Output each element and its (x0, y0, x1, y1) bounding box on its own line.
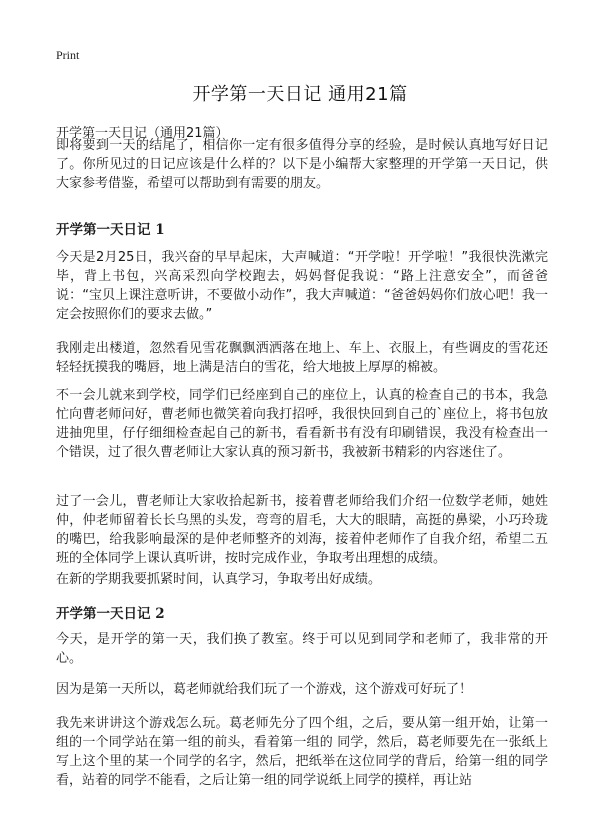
paragraph: 在新的学期我要抓紧时间，认真学习，争取考出好成绩。 (56, 572, 382, 587)
paragraph: 不一会儿就来到学校，同学们已经座到自己的座位上，认真的检查自己的书本，我急忙向曹老师问好，曹老师也微笑着向我打招呼，我很快回到自己的`座位上，将书包放进抽兜里，仔仔细细检查起自己的新书，看看新书有没有印刷错误，我没有检查出一个错误，过了很久曹老师让大家认真的预习新书，我被新书精彩的内容迷住了。 (56, 388, 548, 460)
paragraph: 今天，是开学的第一天，我们换了教室。终于可以见到同学和老师了，我非常的开心。 (56, 632, 548, 666)
paragraph: 过了一会儿，曹老师让大家收拾起新书，接着曹老师给我们介绍一位数学老师，她姓仲，仲老师留着长长乌黑的头发，弯弯的眉毛，大大的眼睛，高挺的鼻梁，小巧玲珑的嘴巴，给我影响最深的是仲老师整齐的刘海，接着仲老师作了自我介绍，希望二五班的全体同学上课认真听讲，按时完成作业，争取考出理想的成绩。 (56, 494, 548, 566)
paragraph: 我先来讲讲这个游戏怎么玩。葛老师先分了四个组，之后，要从第一组开始，让第一组的一个同学站在第一组的前头，看着第一组的 同学，然后，葛老师要先在一张纸上写上这个里的某一个同学的名字，然后，把纸举在这位同学的背后，给第一组的同学看，站着的同学不能看，之后让第一组的同学说纸上同学的摸样，再让站 (56, 716, 548, 788)
intro-paragraph: 即将要到一天的结尾了，相信你一定有很多值得分享的经验，是时候认真地写好日记了。你所见过的日记应该是什么样的？以下是小编帮大家整理的开学第一天日记，供大家参考借鉴，希望可以帮助到有需要的朋友。 (56, 138, 548, 191)
print-link[interactable]: Print (56, 48, 80, 62)
section-heading: 开学第一天日记 2 (56, 606, 165, 622)
document-subtitle: 开学第一天日记（通用21篇） (56, 126, 229, 141)
paragraph: 今天是2月25日，我兴奋的早早起床，大声喊道：“开学啦！开学啦！”我很快洗漱完毕，背上书包，兴高采烈向学校跑去，妈妈督促我说：“路上注意安全”，而爸爸说：“宝贝上课注意听讲，不要做小动作”，我大声喊道：“爸爸妈妈你们放心吧！我一定会按照你们的要求去做。” (56, 250, 548, 322)
section-heading: 开学第一天日记 1 (56, 222, 165, 238)
paragraph: 我刚走出楼道，忽然看见雪花飘飘洒洒落在地上、车上、衣服上，有些调皮的雪花还轻轻抚摸我的嘴唇，地上满是洁白的雪花，给大地披上厚厚的棉被。 (56, 341, 548, 375)
page-title: 开学第一天日记 通用21篇 (192, 84, 408, 105)
paragraph: 因为是第一天所以，葛老师就给我们玩了一个游戏，这个游戏可好玩了！ (56, 682, 473, 697)
